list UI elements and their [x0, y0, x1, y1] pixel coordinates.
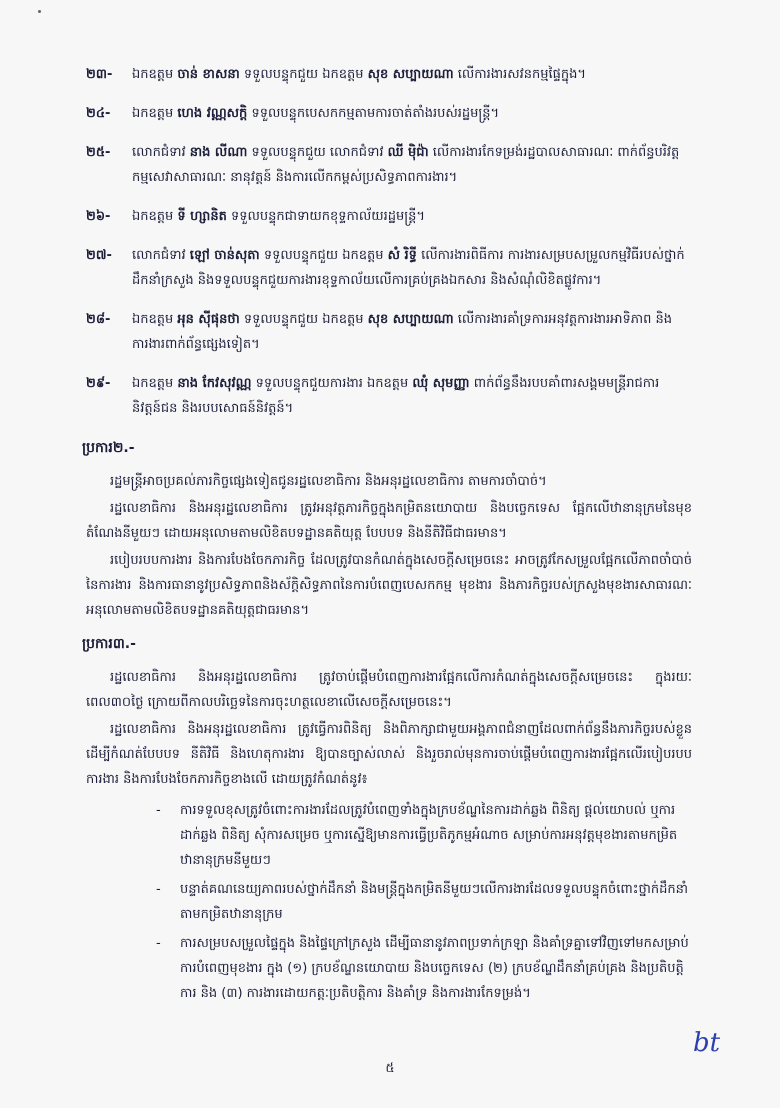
item-pre: ឯកឧត្តម [132, 106, 178, 121]
item-post: លើការងារសវនកម្មផ្ទៃក្នុង។ [453, 67, 586, 82]
official-name: សំ រិទ្ធី [387, 248, 417, 263]
item-number: ២៣- [86, 67, 113, 82]
item-pre: ឯកឧត្តម [132, 376, 178, 391]
bullet-item [156, 798, 692, 873]
official-name: នាង លីណា [189, 145, 248, 160]
official-name: ឈុំ សុមញ្ញា [412, 376, 470, 391]
assignment-item [86, 371, 692, 421]
item-text [132, 307, 692, 357]
item-mid: ទទួលបន្ទុកជួយ លោកជំទាវ [247, 145, 388, 160]
item-text [132, 371, 692, 421]
item-pre: ឯកឧត្តម [132, 67, 178, 82]
item-post: លើការងារកែទម្រង់រដ្ឋបាលសាធារណៈ ពាក់ព័ន្ធបរិវត្តកម្មសេវាសាធារណៈ នានុវត្តន៍ និងការលើកកម្ពស់ប្រសិទ្ធភាពការងារ។ [132, 145, 680, 185]
article-3-heading: ប្រការ៣.- [82, 636, 136, 652]
bullet-dash: - [156, 882, 161, 897]
item-text [132, 140, 692, 190]
item-number: ២៧- [86, 248, 112, 263]
article-3-paragraph: រដ្ឋលេខាធិការ និងអនុរដ្ឋលេខាធិការ ត្រូវចាប់ផ្តើមបំពេញការងារផ្អែកលើការកំណត់ក្នុងសេចក្តីសម្រេចនេះ ក្នុងរយៈពេល៣០ថ្ងៃ ក្រោយពីកាលបរិច្ឆេទនៃការចុះហត្ថលេខាលើសេចក្តីសម្រេចនេះ។ [86, 670, 692, 710]
article-2-heading: ប្រការ២.- [82, 440, 135, 456]
bullet-text: ការសម្របសម្រួលផ្ទៃក្នុង និងផ្ទៃក្រៅក្រសួង ដើម្បីធានានូវភាពប្រទាក់ក្រឡា និងគាំទ្រគ្នាទៅវិញទៅមកសម្រាប់ការបំពេញមុខងារ ក្នុង (១) ក្របខ័ណ្ឌនយោបាយ និងបច្ចេកទេស (២) ក្របខ័ណ្ឌដឹកនាំគ្រប់គ្រង និងប្រតិបត្តិការ និង (៣) ការងារដោយកត្តៈប្រតិបត្តិការ និងគាំទ្រ និងការងារកែទម្រង់។ [180, 936, 689, 1001]
item-mid: ទទួលបន្ទុកជួយ ឯកឧត្តម [239, 312, 368, 327]
bullet-text: បន្ទាត់គណនេយ្យភាពរបស់ថ្នាក់ដឹកនាំ និងមន្ត្រីក្នុងកម្រិតនីមួយៗលើការងារដែលទទួលបន្ទុកចំពោះថ្នាក់ដឹកនាំតាមកម្រិតឋានានុក្រម [180, 882, 689, 922]
official-name: ចាន់ ខាសនា [177, 67, 240, 82]
article-3-paragraph: រដ្ឋលេខាធិការ និងអនុរដ្ឋលេខាធិការ ត្រូវធ្វើការពិនិត្យ និងពិភាក្សាជាមួយអង្គភាពជំនាញដែលពាក់ព័ន្ធនឹងភារកិច្ចរបស់ខ្លួន ដើម្បីកំណត់បែបបទ នីតិវិធី និងហេតុការងារ ឱ្យបានច្បាស់លាស់ និងរួចរាល់មុនការចាប់ផ្តើមបំពេញការងារផ្អែកលើរបៀបរបបការងារ និងការបែងចែកភារកិច្ចខាងលើ ដោយត្រូវកំណត់នូវ៖ [86, 722, 692, 787]
official-name: នាង កែវសុវណ្ណ [177, 376, 252, 391]
item-post: លើការងារពិធីការ ការងារសម្របសម្រួលកម្មវិធីរបស់ថ្នាក់ដឹកនាំក្រសួង និងទទួលបន្ទុកជួយការងារខុទ្ទកាល័យលើការគ្រប់គ្រងឯកសារ និងសំណុំលិខិតផ្លូវការ។ [132, 248, 685, 288]
item-number: ២៤- [86, 106, 111, 121]
bullet-dash: - [156, 936, 161, 951]
item-post: ពាក់ព័ន្ធនឹងរបបគាំពារសង្គមមន្ត្រីរាជការ និវត្តន៍ជន និងរបបសោធន៍និវត្តន៍។ [132, 376, 660, 416]
item-number: ២៥- [86, 145, 111, 160]
item-mid: ទទួលបន្ទុកជួយការងារ ឯកឧត្តម [251, 376, 413, 391]
item-mid: ទទួលបន្ទុកជួយ ឯកឧត្តម [239, 67, 368, 82]
bullet-item [156, 931, 692, 1006]
item-pre: លោកជំទាវ [132, 248, 190, 263]
item-text [132, 101, 692, 126]
item-number: ២៨- [86, 312, 111, 327]
item-number: ២៩- [86, 376, 111, 391]
item-text [132, 62, 692, 87]
item-mid: ទទួលបន្ទុកជួយ ឯកឧត្តម [259, 248, 388, 263]
bullet-item [156, 877, 692, 927]
assignment-item [86, 140, 692, 190]
item-post: លើការងារគាំទ្រការអនុវត្តការងារអាទិភាព និងការងារពាក់ព័ន្ធផ្សេងទៀត។ [132, 312, 673, 352]
article-2-paragraph: រដ្ឋមន្ត្រីអាចប្រគល់ភារកិច្ចផ្សេងទៀតជូនរដ្ឋលេខាធិការ និងអនុរដ្ឋលេខាធិការ តាមការចាំបាច់។ [110, 474, 547, 489]
item-pre: ឯកឧត្តម [132, 312, 178, 327]
official-name: ហេង វណ្ណសក្តិ [177, 106, 248, 121]
handwritten-initials: bt [693, 1028, 721, 1058]
assignment-list [86, 62, 692, 421]
item-pre: លោកជំទាវ [132, 145, 190, 160]
official-name: ឡៅ ចាន់សុតា [189, 248, 260, 263]
assignment-item [86, 62, 692, 87]
article-3-bullet-list [156, 798, 692, 1006]
official-name: ឈី ម៉ិជ៉ា [387, 145, 429, 160]
official-name: សុខ សប្បាយណា [367, 67, 454, 82]
assignment-item [86, 204, 692, 229]
official-name: សុខ សប្បាយណា [367, 312, 454, 327]
page-number: ៥ [385, 1061, 395, 1076]
item-mid: ទទួលបន្ទុកជាទាយកខុទ្ទកាល័យរដ្ឋមន្ត្រី។ [226, 209, 425, 224]
item-text [132, 243, 692, 293]
article-2-paragraph: រដ្ឋលេខាធិការ និងអនុរដ្ឋលេខាធិការ ត្រូវអនុវត្តភារកិច្ចក្នុងកម្រិតនយោបាយ និងបច្ចេកទេស ផ្អែកលើឋានានុក្រមនៃមុខតំណែងនីមួយៗ ដោយអនុលោមតាមលិខិតបទដ្ឋានគតិយុត្ត បែបបទ និងនីតិវិធីជាធរមាន។ [86, 501, 692, 541]
item-number: ២៦- [86, 209, 111, 224]
assignment-item [86, 243, 692, 293]
bullet-dash: - [156, 803, 161, 818]
article-2-paragraph: របៀបរបបការងារ និងការបែងចែកភារកិច្ច ដែលត្រូវបានកំណត់ក្នុងសេចក្តីសម្រេចនេះ អាចត្រូវកែសម្រួលផ្អែកលើភាពចាំបាច់នៃការងារ និងការធានានូវប្រសិទ្ធភាពនិងស័ក្តិសិទ្ធភាពនៃការបំពេញបេសកកម្ម មុខងារ និងភារកិច្ចរបស់ក្រសួងមុខងារសាធារណៈ អនុលោមតាមលិខិតបទដ្ឋានគតិយុត្តជាធរមាន។ [86, 553, 692, 618]
item-pre: ឯកឧត្តម [132, 209, 178, 224]
assignment-item [86, 307, 692, 357]
item-text [132, 204, 692, 229]
scan-speck [38, 10, 41, 13]
assignment-item [86, 101, 692, 126]
official-name: អុន ស៊ីផុនថា [177, 312, 240, 327]
official-name: ទី ហ្សានិត [177, 209, 227, 224]
bullet-text: ការទទួលខុសត្រូវចំពោះការងារដែលត្រូវបំពេញទាំងក្នុងក្របខ័ណ្ឌនៃការដាក់ឆ្លង ពិនិត្យ ផ្តល់យោបល់ ឬការដាក់ឆ្លង ពិនិត្យ សុំការសម្រេច ឬការស្នើឱ្យមានការធ្វើប្រតិភូកម្មអំណាច សម្រាប់ការអនុវត្តមុខងារតាមកម្រិតឋានានុក្រមនីមួយៗ [180, 803, 678, 868]
item-mid: ទទួលបន្ទុកបេសកកម្មតាមការចាត់តាំងរបស់រដ្ឋមន្ត្រី។ [247, 106, 500, 121]
